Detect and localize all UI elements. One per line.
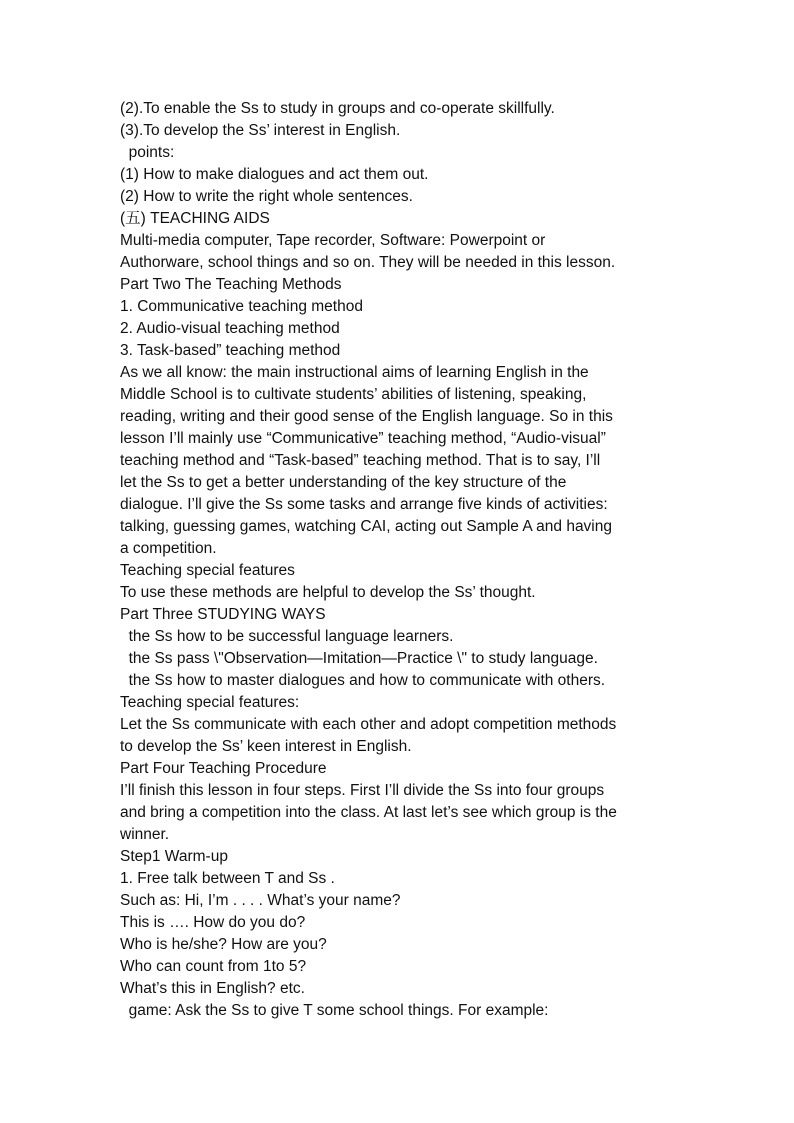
text-line: winner.: [120, 826, 170, 843]
text-line: (1) How to make dialogues and act them out.: [120, 166, 429, 183]
text-line: This is …. How do you do?: [120, 914, 306, 931]
text-line: 1. Free talk between T and Ss .: [120, 870, 335, 887]
text-line: the Ss pass \"Observation—Imitation—Practice \" to study language.: [120, 650, 598, 667]
text-line: the Ss how to master dialogues and how to communicate with others.: [120, 672, 606, 689]
section-heading: (五) TEACHING AIDS: [120, 210, 270, 227]
text-line: Middle School is to cultivate students’ abilities of listening, speaking,: [120, 386, 587, 403]
text-line: teaching method and “Task-based” teaching method. That is to say, I’ll: [120, 452, 601, 469]
text-line: points:: [120, 144, 175, 161]
text-line: Authorware, school things and so on. They will be needed in this lesson.: [120, 254, 616, 271]
text-line: Such as: Hi, I’m . . . . What’s your name?: [120, 892, 401, 909]
section-heading: Teaching special features: [120, 562, 295, 579]
text-line: the Ss how to be successful language learners.: [120, 628, 454, 645]
text-line: let the Ss to get a better understanding of the key structure of the: [120, 474, 567, 491]
text-line: reading, writing and their good sense of the English language. So in this: [120, 408, 613, 425]
text-line: (2) How to write the right whole sentences.: [120, 188, 413, 205]
text-line: to develop the Ss’ keen interest in English.: [120, 738, 412, 755]
text-line: dialogue. I’ll give the Ss some tasks and arrange five kinds of activities:: [120, 496, 608, 513]
section-heading: Part Four Teaching Procedure: [120, 760, 327, 777]
text-line: To use these methods are helpful to develop the Ss’ thought.: [120, 584, 536, 601]
text-line: Multi-media computer, Tape recorder, Software: Powerpoint or: [120, 232, 546, 249]
text-line: lesson I’ll mainly use “Communicative” teaching method, “Audio-visual”: [120, 430, 606, 447]
section-heading: Teaching special features:: [120, 694, 300, 711]
text-line: 3. Task-based” teaching method: [120, 342, 341, 359]
text-line: game: Ask the Ss to give T some school things. For example:: [120, 1002, 549, 1019]
section-heading: Part Three STUDYING WAYS: [120, 606, 326, 623]
text-line: a competition.: [120, 540, 217, 557]
text-line: As we all know: the main instructional aims of learning English in the: [120, 364, 589, 381]
text-line: 2. Audio-visual teaching method: [120, 320, 340, 337]
text-line: Who can count from 1to 5?: [120, 958, 307, 975]
text-line: What’s this in English? etc.: [120, 980, 305, 997]
text-line: Who is he/she? How are you?: [120, 936, 327, 953]
text-line: and bring a competition into the class. At last let’s see which group is the: [120, 804, 617, 821]
text-line: (3).To develop the Ss’ interest in English.: [120, 122, 401, 139]
section-heading: Part Two The Teaching Methods: [120, 276, 342, 293]
text-line: talking, guessing games, watching CAI, acting out Sample A and having: [120, 518, 612, 535]
section-heading: Step1 Warm-up: [120, 848, 228, 865]
text-line: 1. Communicative teaching method: [120, 298, 363, 315]
text-line: (2).To enable the Ss to study in groups and co-operate skillfully.: [120, 100, 555, 117]
text-line: I’ll finish this lesson in four steps. First I’ll divide the Ss into four groups: [120, 782, 605, 799]
document-body: [120, 98, 680, 1022]
text-line: Let the Ss communicate with each other and adopt competition methods: [120, 716, 617, 733]
